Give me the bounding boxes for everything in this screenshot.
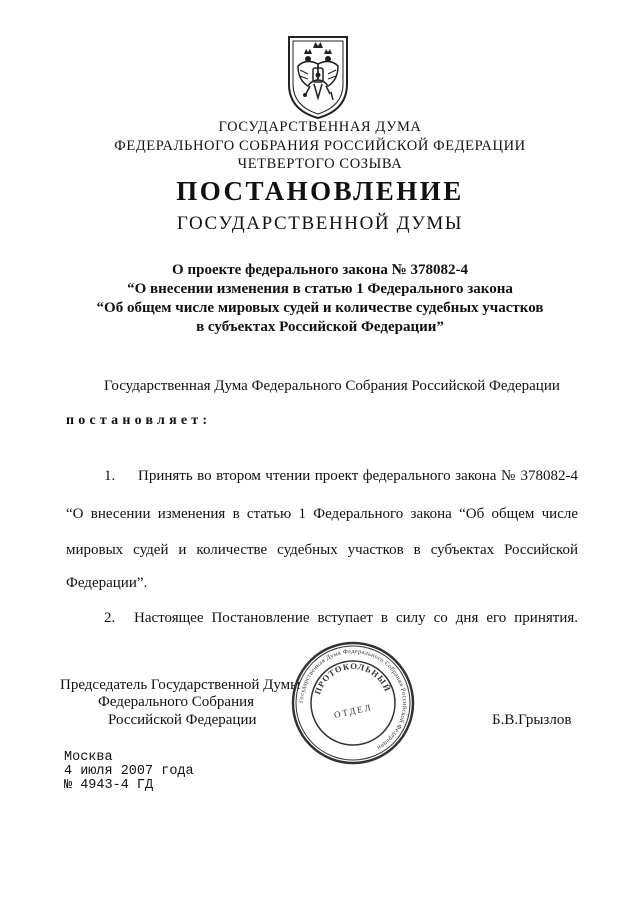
item-1-line-2: “О внесении изменения в статью 1 Федерального закона “Об общем числе (66, 506, 578, 522)
bill-title-line-1: О проекте федерального закона № 378082-4 (172, 262, 468, 278)
official-stamp (290, 640, 416, 766)
footer-number: № 4943-4 ГД (64, 778, 154, 793)
item-1-line-1: Принять во втором чтении проект федерального закона № 378082-4 (138, 468, 578, 484)
decree-word: постановляет: (66, 413, 212, 428)
footer-city: Москва (64, 750, 113, 765)
signatory-position-line-1: Председатель Государственной Думы (60, 677, 301, 693)
item-1-line-3: мировых судей и количестве судебных участков в субъектах Российской (66, 542, 578, 558)
bill-title-line-3: “Об общем числе мировых судей и количестве судебных участков (96, 300, 544, 316)
signatory-name: Б.В.Грызлов (492, 712, 572, 728)
item-1-line-4: Федерации”. (66, 575, 148, 591)
russian-coat-of-arms-icon (286, 34, 350, 120)
document-subtitle: ГОСУДАРСТВЕННОЙ ДУМЫ (176, 213, 464, 234)
item-1-number: 1. (104, 468, 116, 484)
document-title: ПОСТАНОВЛЕНИЕ (176, 176, 464, 206)
bill-title-line-4: в субъектах Российской Федерации” (196, 319, 444, 335)
bill-title-line-2: “О внесении изменения в статью 1 Федерального закона (127, 281, 513, 297)
signatory-position-line-3: Российской Федерации (108, 712, 257, 728)
stamp-center-text: ОТДЕЛ (333, 702, 374, 720)
signatory-position-line-2: Федерального Собрания (98, 694, 255, 710)
header-line-2: ФЕДЕРАЛЬНОГО СОБРАНИЯ РОССИЙСКОЙ ФЕДЕРАЦИИ (114, 138, 526, 154)
stamp-inner-text: ПРОТОКОЛЬНЫЙ (312, 660, 393, 696)
item-2-number: 2. (104, 610, 116, 626)
stamp-outer-text: Государственная Дума Федерального Собрания Российской Федерации (297, 647, 409, 752)
footer-date: 4 июля 2007 года (64, 764, 194, 779)
header-line-3: ЧЕТВЕРТОГО СОЗЫВА (237, 156, 403, 172)
item-2-text: Настоящее Постановление вступает в силу со дня его принятия. (134, 610, 578, 626)
header-line-1: ГОСУДАРСТВЕННАЯ ДУМА (218, 119, 422, 135)
intro-text: Государственная Дума Федерального Собрания Российской Федерации (104, 378, 560, 394)
